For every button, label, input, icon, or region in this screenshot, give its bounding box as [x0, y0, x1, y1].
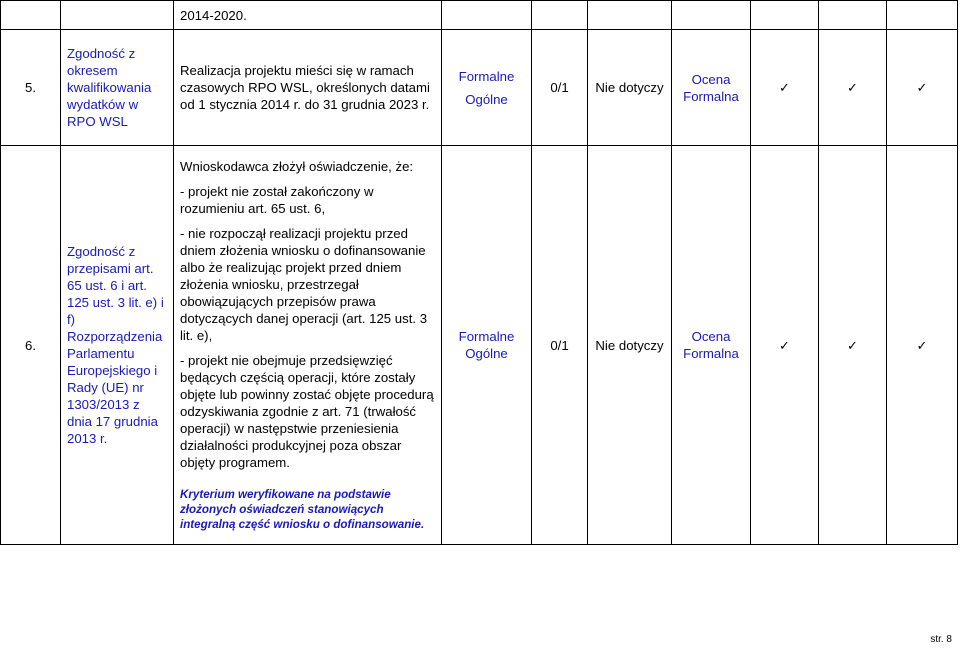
category-line-1: Formalne [458, 68, 515, 84]
criterion-category [442, 30, 532, 146]
rating-line-2: Formalna [683, 88, 739, 104]
row-number: 5. [1, 30, 61, 146]
continuation-text: 2014-2020. [174, 1, 442, 30]
table-row [1, 146, 958, 545]
criterion-name: Zgodność z okresem kwalifikowania wydatków w RPO WSL [61, 30, 174, 146]
criterion-description: Realizacja projektu mieści się w ramach czasowych RPO WSL, określonych datami od 1 stycznia 2014 r. do 31 grudnia 2023 r. [174, 30, 442, 146]
cell-empty [819, 1, 887, 30]
category-line-1: Formalne [458, 329, 515, 344]
points-value: 0/1 [532, 146, 588, 545]
checkmark-icon: ✓ [751, 146, 819, 545]
checkmark-icon: ✓ [751, 30, 819, 146]
cell-empty [532, 1, 588, 30]
cell-empty [751, 1, 819, 30]
cell-empty [442, 1, 532, 30]
category-line-2: Ogólne [465, 346, 508, 361]
description-paragraph: - projekt nie został zakończony w rozumieniu art. 65 ust. 6, [180, 184, 374, 216]
checkmark-icon: ✓ [887, 30, 958, 146]
category-line-2: Ogólne [465, 91, 508, 107]
cell-empty [1, 1, 61, 30]
page-number: str. 8 [930, 634, 952, 645]
checkmark-icon: ✓ [819, 30, 887, 146]
not-applicable-value: Nie dotyczy [588, 30, 672, 146]
points-value: 0/1 [532, 30, 588, 146]
description-paragraph: - projekt nie obejmuje przedsięwzięć będących częścią operacji, które zostały objęte lub powinny zostać objęte procedurą odzyskiwania zgodnie z art. 71 (trwałość operacji) w następstwie przeniesienia działalności produkcyjnej poza obszar objęty programem. [180, 353, 434, 470]
cell-empty [588, 1, 672, 30]
cell-empty [887, 1, 958, 30]
criterion-description [174, 146, 442, 545]
criterion-name: Zgodność z przepisami art. 65 ust. 6 i art. 125 ust. 3 lit. e) i f) Rozporządzenia Parlamentu Europejskiego i Rady (UE) nr 1303/2013 z dnia 17 grudnia 2013 r. [61, 146, 174, 545]
rating-line-1: Ocena [691, 329, 731, 344]
cell-empty [61, 1, 174, 30]
row-number: 6. [1, 146, 61, 545]
description-paragraph: - nie rozpoczął realizacji projektu przed dniem złożenia wniosku o dofinansowanie albo że realizując projekt przed dniem złożenia wniosku, przestrzegał obowiązujących przepisów prawa dotyczących danej operacji (art. 125 ust. 3 lit. e), [180, 226, 428, 343]
verification-note: Kryterium weryfikowane na podstawie złożonych oświadczeń stanowiących integralną część wniosku o dofinansowanie. [180, 488, 425, 531]
rating-line-1: Ocena [691, 71, 731, 87]
table-row [1, 30, 958, 146]
criterion-category [442, 146, 532, 545]
checkmark-icon: ✓ [819, 146, 887, 545]
description-intro: Wnioskodawca złożył oświadczenie, że: [180, 159, 414, 174]
not-applicable-value: Nie dotyczy [588, 146, 672, 545]
rating-type [672, 146, 751, 545]
rating-line-2: Formalna [683, 346, 739, 361]
checkmark-icon: ✓ [887, 146, 958, 545]
rating-type [672, 30, 751, 146]
table-row-continuation [1, 1, 958, 30]
cell-empty [672, 1, 751, 30]
